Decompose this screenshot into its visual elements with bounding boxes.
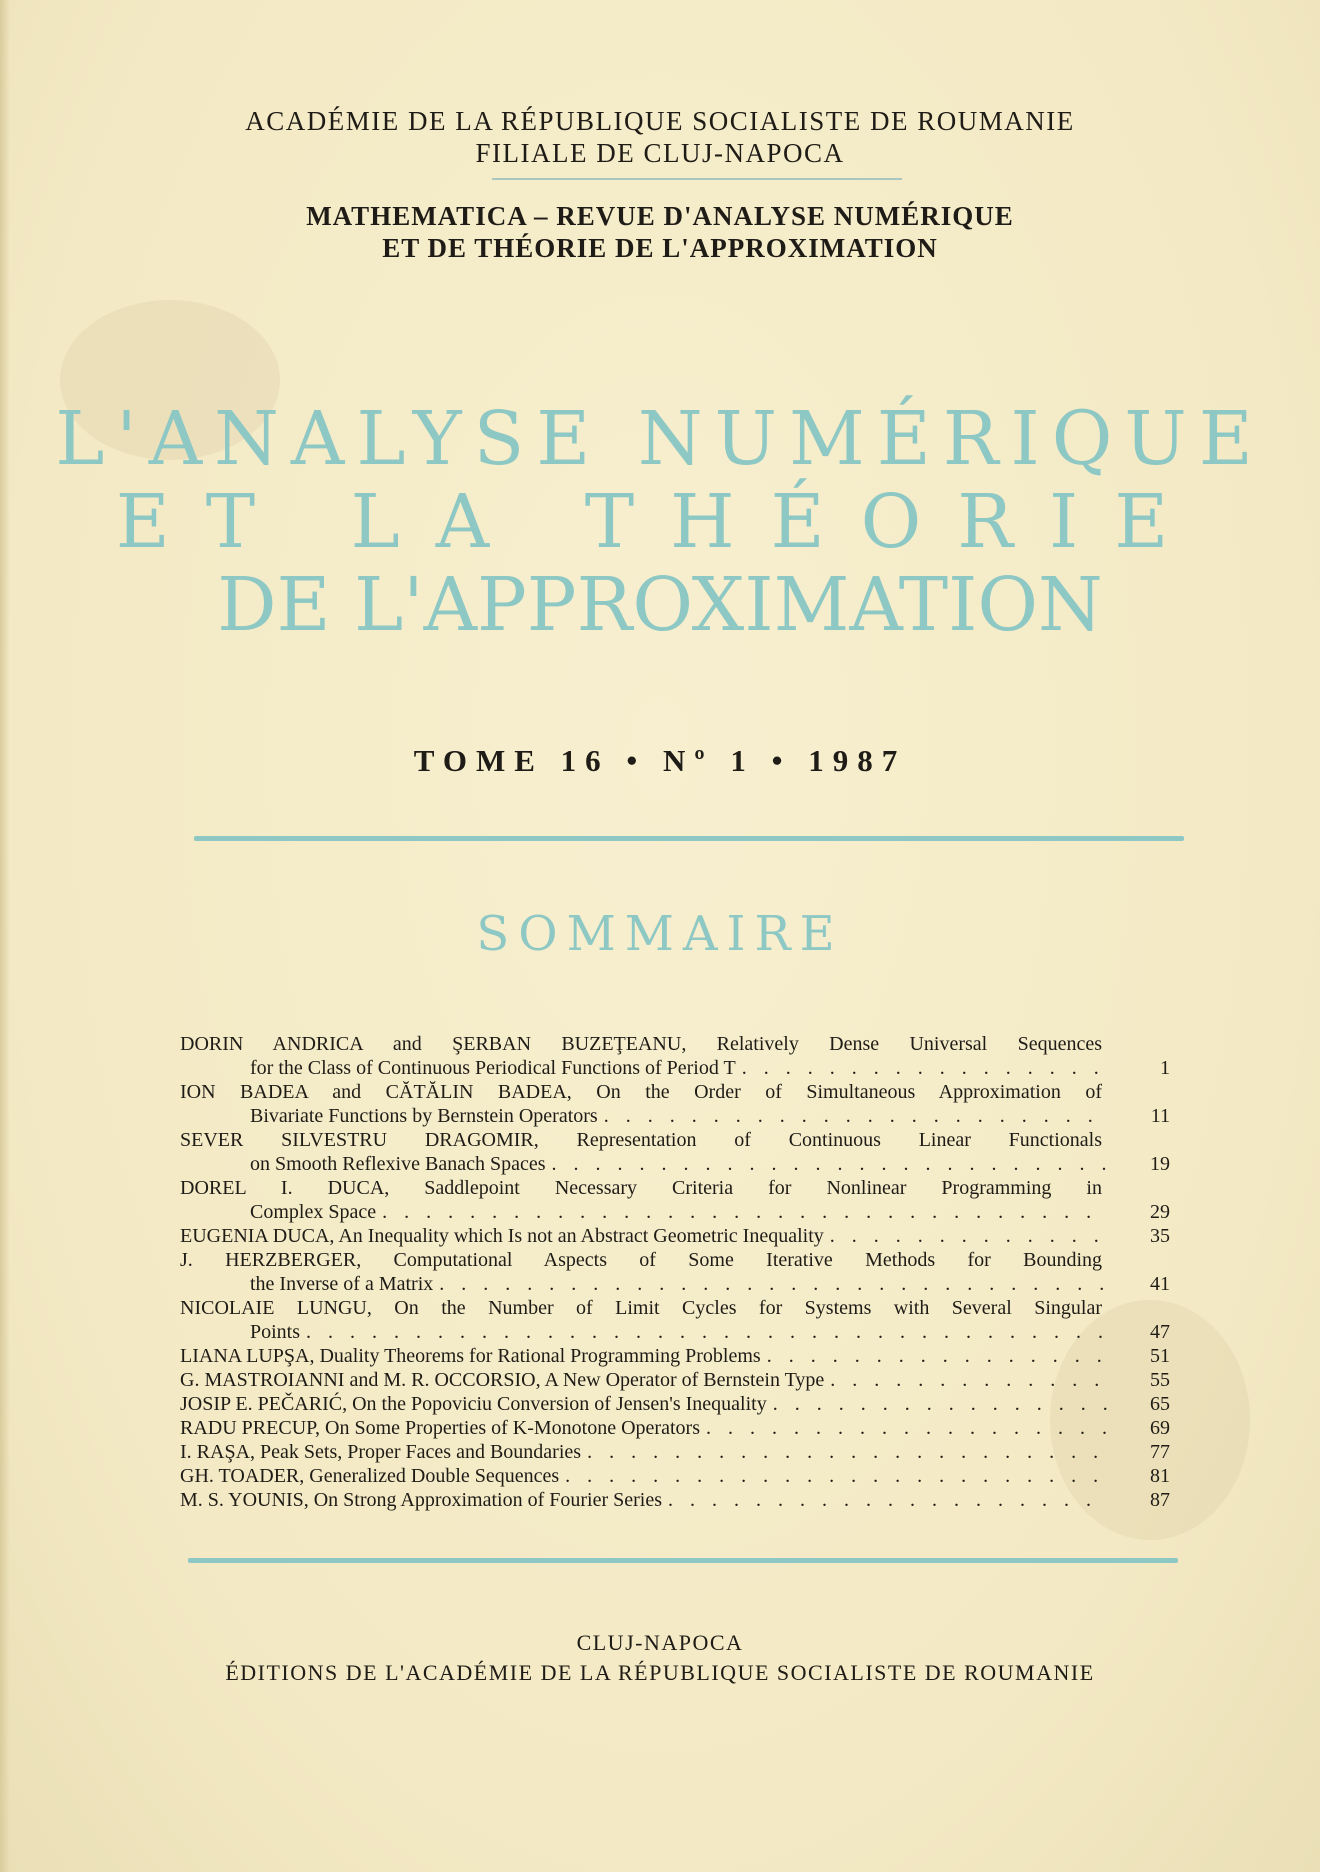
toc-page-number: 19 xyxy=(1150,1153,1170,1175)
toc-entry xyxy=(180,1392,1170,1416)
dot-leader xyxy=(706,1416,1108,1440)
toc-entry xyxy=(180,1032,1170,1080)
toc-entry xyxy=(180,1128,1170,1176)
academy-branch: FILIALE DE CLUJ-NAPOCA xyxy=(475,138,845,168)
toc-entry xyxy=(180,1416,1170,1440)
toc-entry-continuation: Complex Space xyxy=(250,1201,377,1223)
toc-entry-first-line: J. HERZBERGER, Computational Aspects of Some Iterative Methods for Bounding xyxy=(180,1249,1102,1271)
toc-entry-title: EUGENIA DUCA, An Inequality which Is not an Abstract Geometric Inequality xyxy=(180,1225,824,1247)
toc-page-number: 87 xyxy=(1150,1489,1170,1511)
academy-name: ACADÉMIE DE LA RÉPUBLIQUE SOCIALISTE DE ROUMANIE xyxy=(245,106,1075,136)
dot-leader xyxy=(552,1152,1109,1176)
cover-title-line3: DE L'APPROXIMATION xyxy=(217,562,1103,648)
toc-entry xyxy=(180,1248,1170,1296)
toc-entry-continuation: on Smooth Reflexive Banach Spaces xyxy=(250,1153,546,1175)
toc-entry xyxy=(180,1224,1170,1248)
dot-leader xyxy=(767,1344,1108,1368)
dot-leader xyxy=(565,1464,1108,1488)
dot-leader xyxy=(439,1272,1108,1296)
journal-name-line2: ET DE THÉORIE DE L'APPROXIMATION xyxy=(382,233,938,263)
toc-entry-continuation: for the Class of Continuous Periodical Functions of Period T xyxy=(250,1057,736,1079)
toc-entry xyxy=(180,1464,1170,1488)
toc-entry-first-line: NICOLAIE LUNGU, On the Number of Limit Cycles for Systems with Several Singular xyxy=(180,1297,1102,1319)
toc-page-number: 65 xyxy=(1150,1393,1170,1415)
toc-entry xyxy=(180,1488,1170,1512)
toc-entry-continuation: Points xyxy=(250,1321,301,1343)
toc-entry-title: G. MASTROIANNI and M. R. OCCORSIO, A New Operator of Bernstein Type xyxy=(180,1369,825,1391)
dot-leader xyxy=(587,1440,1108,1464)
contents-heading: SOMMAIRE xyxy=(476,906,844,962)
toc-entry-title: LIANA LUPŞA, Duality Theorems for Rational Programming Problems xyxy=(180,1345,761,1367)
bottom-teal-divider xyxy=(188,1558,1178,1563)
toc-entry xyxy=(180,1296,1170,1344)
issue-info: TOME 16 • Nº 1 • 1987 xyxy=(413,743,907,778)
dot-leader xyxy=(668,1488,1108,1512)
toc-entry-title: GH. TOADER, Generalized Double Sequences xyxy=(180,1465,560,1487)
header-divider xyxy=(492,178,902,180)
toc-page-number: 35 xyxy=(1150,1225,1170,1247)
table-of-contents xyxy=(180,1032,1170,1512)
toc-entry xyxy=(180,1176,1170,1224)
dot-leader xyxy=(604,1104,1108,1128)
toc-entry-first-line: ION BADEA and CĂTĂLIN BADEA, On the Order of Simultaneous Approximation of xyxy=(180,1081,1102,1103)
toc-entry xyxy=(180,1080,1170,1128)
toc-entry-first-line: DOREL I. DUCA, Saddlepoint Necessary Criteria for Nonlinear Programming in xyxy=(180,1177,1102,1199)
cover-title-line2: ET LA THÉORIE xyxy=(115,479,1205,565)
toc-page-number: 81 xyxy=(1150,1465,1170,1487)
dot-leader xyxy=(830,1368,1108,1392)
dot-leader xyxy=(306,1320,1108,1344)
toc-entry xyxy=(180,1368,1170,1392)
toc-page-number: 51 xyxy=(1150,1345,1170,1367)
dot-leader xyxy=(382,1200,1108,1224)
publisher-name: ÉDITIONS DE L'ACADÉMIE DE LA RÉPUBLIQUE SOCIALISTE DE ROUMANIE xyxy=(225,1660,1095,1685)
toc-entry xyxy=(180,1344,1170,1368)
toc-page-number: 29 xyxy=(1150,1201,1170,1223)
toc-entry-title: M. S. YOUNIS, On Strong Approximation of Fourier Series xyxy=(180,1489,663,1511)
toc-entry-first-line: DORIN ANDRICA and ŞERBAN BUZEŢEANU, Relatively Dense Universal Sequences xyxy=(180,1033,1102,1055)
toc-page-number: 11 xyxy=(1150,1105,1170,1127)
top-teal-divider xyxy=(194,836,1184,841)
toc-entry-first-line: SEVER SILVESTRU DRAGOMIR, Representation of Continuous Linear Functionals xyxy=(180,1129,1102,1151)
toc-entry-title: JOSIP E. PEČARIĆ, On the Popoviciu Conversion of Jensen's Inequality xyxy=(180,1393,767,1415)
toc-entry-title: I. RAŞA, Peak Sets, Proper Faces and Boundaries xyxy=(180,1441,582,1463)
journal-name-line1: MATHEMATICA – REVUE D'ANALYSE NUMÉRIQUE xyxy=(306,201,1014,231)
toc-page-number: 69 xyxy=(1150,1417,1170,1439)
toc-entry-continuation: the Inverse of a Matrix xyxy=(250,1273,434,1295)
cover-title-line1: L'ANALYSE NUMÉRIQUE xyxy=(55,396,1265,482)
toc-page-number: 55 xyxy=(1150,1369,1170,1391)
toc-entry-continuation: Bivariate Functions by Bernstein Operators xyxy=(250,1105,598,1127)
toc-page-number: 41 xyxy=(1150,1273,1170,1295)
dot-leader xyxy=(773,1392,1108,1416)
toc-entry xyxy=(180,1440,1170,1464)
dot-leader xyxy=(742,1056,1108,1080)
toc-page-number: 47 xyxy=(1150,1321,1170,1343)
dot-leader xyxy=(830,1224,1108,1248)
toc-entry-title: RADU PRECUP, On Some Properties of K-Monotone Operators xyxy=(180,1417,700,1439)
toc-page-number: 1 xyxy=(1160,1057,1170,1079)
toc-page-number: 77 xyxy=(1150,1441,1170,1463)
publisher-city: CLUJ-NAPOCA xyxy=(576,1630,744,1655)
